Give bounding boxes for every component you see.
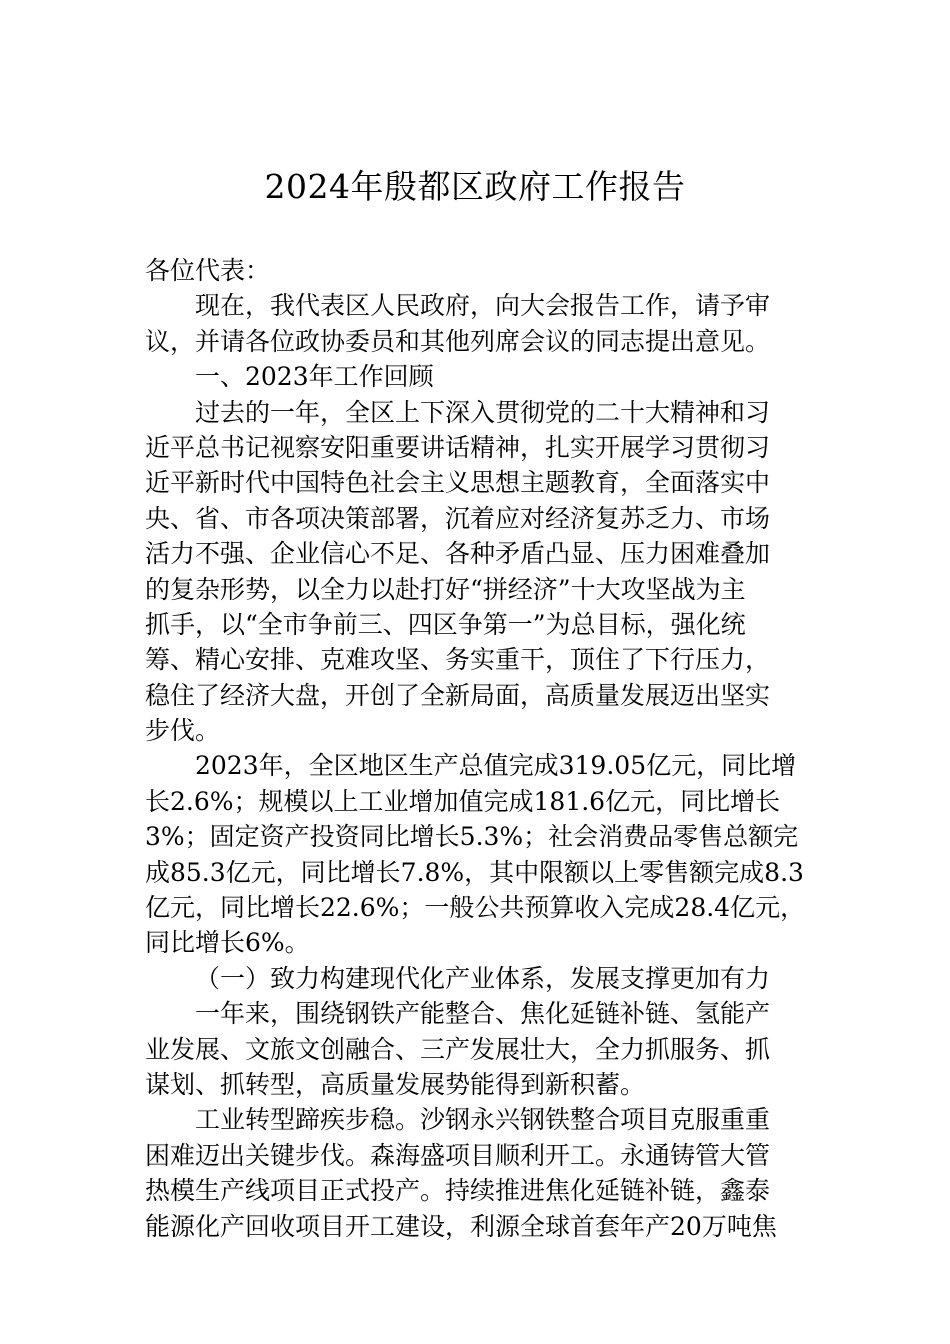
text-line: 3%；固定资产投资同比增长5.3%；社会消费品零售总额完: [145, 822, 799, 852]
text-line: 步伐。: [145, 716, 221, 746]
text-line: 筹、精心安排、克难攻坚、务实重干，顶住了下行压力，: [145, 645, 771, 675]
text-line: 长2.6%；规模以上工业增加值完成181.6亿元，同比增长: [145, 786, 781, 816]
text-line: （一）致力构建现代化产业体系，发展支撑更加有力: [195, 963, 771, 993]
text-line: 同比增长6%。: [145, 928, 310, 958]
document-title: 2024年殷都区政府工作报告: [264, 167, 686, 206]
text-line: 议，并请各位政协委员和其他列席会议的同志提出意见。: [145, 326, 771, 356]
text-line: 近平总书记视察安阳重要讲话精神，扎实开展学习贯彻习: [145, 432, 771, 462]
text-line: 稳住了经济大盘，开创了全新局面，高质量发展迈出坚实: [145, 680, 771, 710]
text-line: 业发展、文旅文创融合、三产发展壮大，全力抓服务、抓: [145, 1034, 771, 1064]
text-line: 的复杂形势，以全力以赴打好“拼经济”十大攻坚战为主: [145, 574, 746, 604]
document-body: [145, 253, 809, 1244]
text-line: 过去的一年，全区上下深入贯彻党的二十大精神和习: [195, 397, 771, 427]
text-line: 各位代表：: [145, 256, 271, 285]
text-line: 谋划、抓转型，高质量发展势能得到新积蓄。: [145, 1069, 646, 1099]
text-line: 工业转型蹄疾步稳。沙钢永兴钢铁整合项目克服重重: [195, 1105, 771, 1135]
text-line: 能源化产回收项目开工建设，利源全球首套年产20万吨焦: [145, 1211, 777, 1241]
text-line: 一、2023年工作回顾: [195, 362, 434, 392]
text-line: 央、省、市各项决策部署，沉着应对经济复苏乏力、市场: [145, 503, 771, 533]
text-line: 活力不强、企业信心不足、各种矛盾凸显、压力困难叠加: [145, 539, 771, 569]
text-line: 热模生产线项目正式投产。持续推进焦化延链补链，鑫泰: [145, 1176, 771, 1206]
text-line: 抓手，以“全市争前三、四区争第一”为总目标，强化统: [145, 609, 746, 639]
text-line: 亿元，同比增长22.6%；一般公共预算收入完成28.4亿元，: [145, 893, 806, 923]
text-line: 一年来，围绕钢铁产能整合、焦化延链补链、氢能产: [195, 999, 771, 1029]
text-line: 困难迈出关键步伐。森海盛项目顺利开工。永通铸管大管: [145, 1140, 771, 1170]
text-line: 近平新时代中国特色社会主义思想主题教育，全面落实中: [145, 468, 771, 498]
text-line: 成85.3亿元，同比增长7.8%，其中限额以上零售额完成8.3: [145, 857, 804, 887]
text-line: 2023年，全区地区生产总值完成319.05亿元，同比增: [195, 751, 797, 781]
text-line: 现在，我代表区人民政府，向大会报告工作，请予审: [195, 291, 771, 321]
